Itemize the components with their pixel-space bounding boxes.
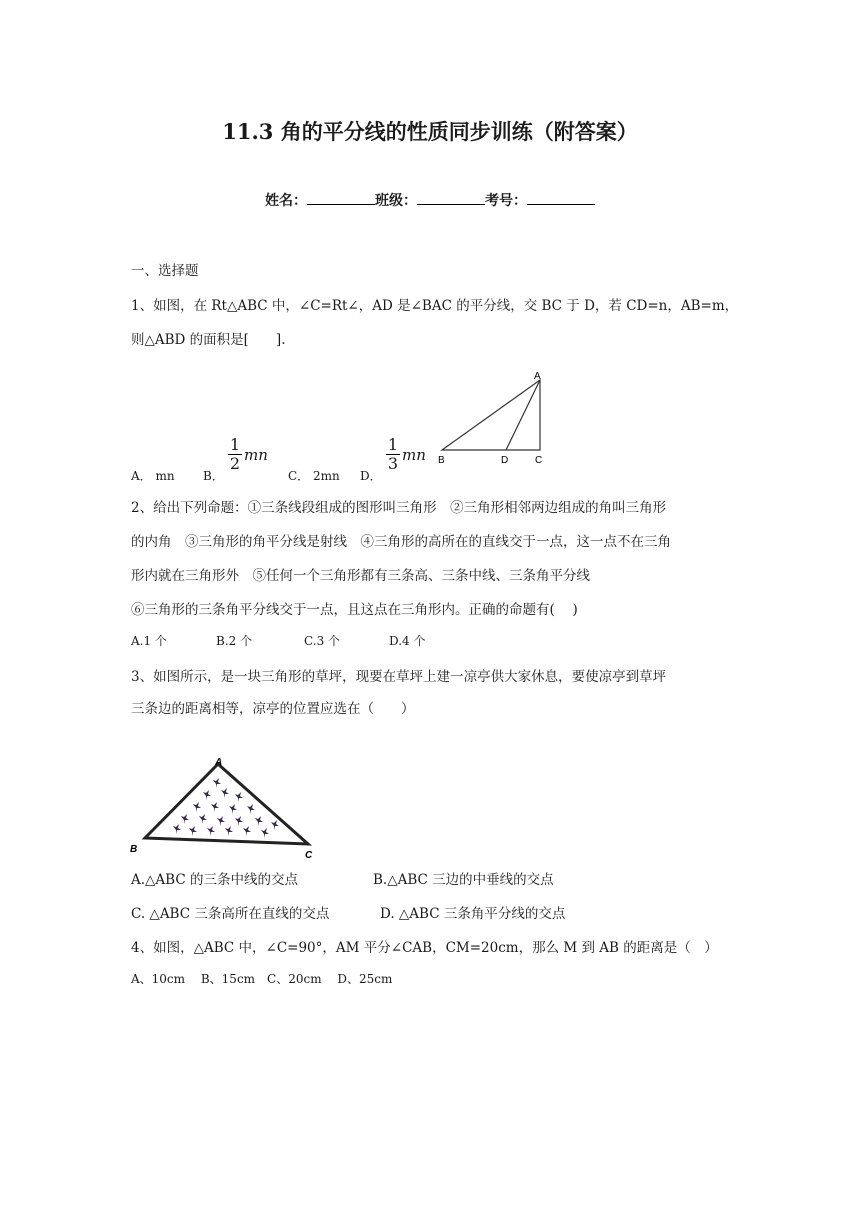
q1-line1: 1、如图，在 Rt△ABC 中，∠C=Rt∠，AD 是∠BAC 的平分线，交 BC 于 D，若 CD=n，AB=m， [131,298,739,314]
q1-option-a: A． mn [131,469,175,483]
q1-line2: 则△ABD 的面积是[ ]. [131,332,286,348]
q3-label-b: B [130,844,138,855]
id-label: 考号： [485,193,527,209]
grass-pattern [173,778,279,838]
q1-label-c: C [535,455,543,466]
q4-line1: 4、如图，△ABC 中，∠C=90°，AM 平分∠CAB，CM=20cm，那么 M 到 AB 的距离是（ ） [131,940,718,956]
q3-option-c: C. △ABC 三条高所在直线的交点 [131,906,330,922]
q1-option-d: D． [360,469,382,483]
q2-line2: 的内角 ③三角形的角平分线是射线 ④三角形的高所在的直线交于一点，这一点不在三角 [131,534,671,550]
q3-label-c: C [305,850,313,861]
q2-option-a: A.1 个 [131,634,167,648]
q2-option-d: D.4 个 [389,634,426,648]
name-blank[interactable] [307,192,375,205]
q1-label-a: A [534,371,541,382]
q1-triangle-figure [432,366,562,468]
section-heading: 一、选择题 [131,263,199,279]
q2-line1: 2、给出下列命题：①三条线段组成的图形叫三角形 ②三角形相邻两边组成的角叫三角形 [131,500,667,516]
q3-line1: 3、如图所示，是一块三角形的草坪，现要在草坪上建一凉亭供大家休息，要使凉亭到草坪 [131,669,667,685]
q1-option-b: B． [203,469,224,483]
q1-option-c: C． 2mn [288,469,340,483]
q2-line3: 形内就在三角形外 ⑤任何一个三角形都有三条高、三条中线、三条角平分线 [131,568,590,584]
q3-label-a: A [215,757,223,768]
class-label: 班级： [375,193,417,209]
q1-fraction-d-var: mn [402,446,426,464]
q3-option-d: D. △ABC 三条角平分线的交点 [380,906,566,922]
q4-options: A、10cm B、15cm C、20cm D、25cm [131,972,393,986]
q3-option-a: A.△ABC 的三条中线的交点 [131,872,298,888]
q3-line2: 三条边的距离相等，凉亭的位置应选在（ ） [131,701,415,717]
q1-fraction-b-var: mn [244,446,268,464]
q3-option-b: B.△ABC 三边的中垂线的交点 [373,872,554,888]
q1-fraction-d: 1 3 [387,435,399,473]
q2-line4: ⑥三角形的三条角平分线交于一点，且这点在三角形内。正确的命题有( ) [131,602,578,618]
q2-option-c: C.3 个 [304,634,341,648]
q3-lawn-figure [128,754,328,864]
id-blank[interactable] [527,192,595,205]
q1-label-b: B [438,455,445,466]
q1-label-d: D [501,455,509,466]
q1-fraction-b: 1 2 [229,435,241,473]
name-label: 姓名： [265,193,307,209]
q2-option-b: B.2 个 [216,634,253,648]
student-info-line [0,190,860,210]
class-blank[interactable] [417,192,485,205]
document-title: 11.3 角的平分线的性质同步训练（附答案） [222,119,638,144]
